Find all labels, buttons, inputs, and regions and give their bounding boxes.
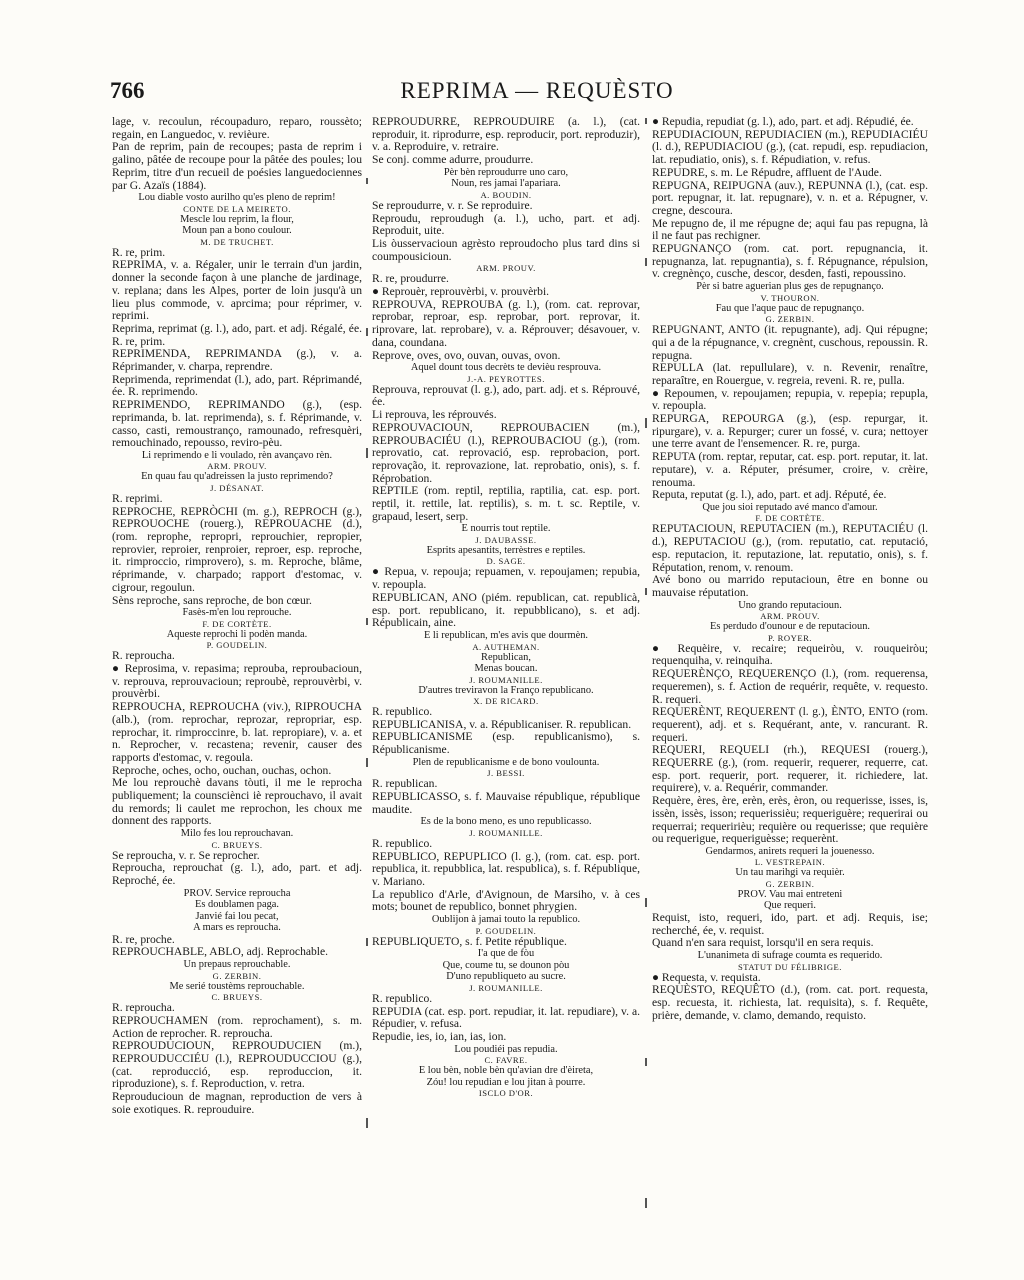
- dictionary-entry: Pan de reprim, pain de recoupes; pasta de reprim i galino, pâtée de recoupe pour la pâtée des poules; lou Reprim, titre d'un recueil de poésies languedociennes par G. Azaïs (1884).: [112, 140, 362, 192]
- dictionary-entry: REPUBLICASSO, s. f. Mauvaise république, république maudite.: [372, 790, 640, 816]
- quotation: I'a que de fòu: [477, 948, 535, 960]
- quotation: Lou diable vosto aurilho qu'es pleno de reprim!: [138, 192, 336, 204]
- dictionary-entry: REPROUCHAMEN (rom. reprochament), s. m. Action de reprocher. R. reproucha.: [112, 1013, 362, 1040]
- dictionary-entry: Requist, isto, requeri, ido, part. et adj. Requis, ise; recherché, ée, v. requist.: [652, 910, 928, 937]
- quotation: Me serié toustèms reprouchable.: [169, 980, 305, 992]
- dictionary-entry: REPUBLICAN, ANO (piém. republican, cat. republicà, esp. port. republicano, it. repubblicano), s. et adj. Républicain, aine.: [372, 590, 640, 630]
- dictionary-entry: ● Repudia, repudiat (g. l.), ado, part. et adj. Répudié, ée.: [652, 115, 914, 128]
- quotation: A mars es reproucha.: [193, 922, 281, 934]
- quote-source: J. DAUBASSE.: [475, 534, 537, 545]
- quote-source: F. DE CORTÈTE.: [755, 513, 825, 524]
- quote-source: CONTE DE LA MEIRETO.: [183, 203, 291, 214]
- dictionary-entry: REQUÈSTO, REQUÊTO (d.), (rom. cat. port. requesta, esp. recuesta, it. richiesta, lat. requisita), s. f. Requête, prière, demande, v. clamo, demando, requisto.: [652, 983, 928, 1022]
- page-header: [110, 78, 964, 108]
- dictionary-entry: Repudie, ies, io, ian, ias, ion.: [372, 1029, 507, 1043]
- dictionary-entry: REPURGA, REPOURGA (g.), (esp. repurgar, it. ripurgare), v. a. Repurger; curer un fossé, v. cura; nettoyer une terre avant de l'ensemencer. R. re, purga.: [652, 412, 928, 451]
- quote-source: STATUT DU FÉLIBRIGE.: [738, 961, 842, 972]
- dictionary-entry: Me repugno de, il me répugne de; aqui fau pas repugna, là il ne faut pas rechigner.: [652, 216, 928, 243]
- quotation: Fasès-m'en lou reprouche.: [182, 607, 292, 619]
- quotation: Que jou sioi reputado avé manco d'amour.: [702, 501, 878, 513]
- quote-source: X. DE RICARD.: [473, 696, 539, 706]
- quotation: D'autres treviravon la Franço republicano.: [418, 684, 594, 696]
- dictionary-entry: REPROUCHA, REPROUCHA (viv.), RIPROUCHA (alb.), (rom. reprochar, reprozar, repropriar, esp. reprochar, it. rimproccinre, b. lat. repropiare), v. a. et n. Reprocher, v. recastena; revenir, causer des rapports d'estomac, v. regoula.: [112, 700, 362, 764]
- dictionary-entry: REPUDIA (cat. esp. port. repudiar, it. lat. repudiare), v. a. Répudier, v. refusa.: [372, 1004, 640, 1031]
- dictionary-entry: Me lou reprouchè davans tòuti, il me le reprocha publiquement; la counsciènci iè reprouchavo, il avait du remords; li caulet me reprochon, les choux me donnent des rapports.: [112, 776, 362, 828]
- quote-source: ARM. PROUV.: [760, 611, 820, 622]
- dictionary-entry: R. republico.: [372, 991, 433, 1005]
- dictionary-entry: R. republican.: [372, 777, 438, 791]
- quotation: D'uno republiqueto au sucre.: [446, 971, 566, 983]
- dictionary-entry: REQUERÈNT, REQUERENT (l. g.), ÈNTO, ENTO (rom. requerent), adj. et s. Requérant, ante, v. rancurant. R. requeri.: [652, 705, 928, 744]
- quotation: Oublijon à jamai touto la republico.: [431, 914, 581, 926]
- quote-source: G. ZERBIN.: [765, 314, 815, 325]
- dictionary-entry: Sèns reproche, sans reproche, de bon cœur.: [112, 593, 312, 607]
- dictionary-entry: La republico d'Arle, d'Avignoun, de Marsiho, v. à ces mots; bounet de republico, bonnet phrygien.: [372, 887, 640, 914]
- quotation: Es de la bono meno, es uno republicasso.: [420, 816, 592, 828]
- quotation: En quau fau qu'adreissen la justo reprimendo?: [141, 471, 333, 483]
- dictionary-entry: REQUERÈNÇO, REQUERENÇO (l.), (rom. requerensa, requeremen), s. f. Action de requérir, requête, v. requesto. R. requeri.: [652, 667, 928, 706]
- dictionary-entry: ● Requèire, v. recaire; requeiròu, v. rouqueiròu; requenquiha, v. reinquiha.: [652, 641, 928, 668]
- quote-source: J. DÉSANAT.: [210, 482, 264, 493]
- quotation: Zóu! lou repudian e lou jitan à pourre.: [426, 1076, 586, 1088]
- dictionary-entry: R. re, proche.: [112, 932, 175, 946]
- quote-source: L. VESTREPAIN.: [754, 857, 826, 868]
- dictionary-entry: REPROCHE, REPRÒCHI (m. g.), REPROCH (g.), REPROUOCHE (rouerg.), REPROUACHE (d.), (rom. reprophe, repropri, reprouchier, repropier, reprovier, reproier, renproier, reproer, esp. reproche, it. rimproccio, rimprovero), s. m. Reproche, blâme, réprimande, v. charpado; rapport d'estomac, v. cigrour, regoulun.: [112, 504, 362, 594]
- dictionary-entry: REPULLA (lat. repullulare), v. n. Revenir, renaître, reparaître, en Rouergue, v. regreia, reveni. R. re, pulla.: [652, 361, 928, 387]
- quote-source: ARM. PROUV.: [207, 461, 267, 472]
- quotation: E nourris tout reptile.: [461, 523, 551, 535]
- quotation: Mescle lou reprim, la flour,: [180, 213, 294, 225]
- quote-source: J. BESSI.: [487, 768, 525, 779]
- quote-source: A. AUTHEMAN.: [472, 641, 540, 652]
- quote-source: J. ROUMANILLE.: [469, 674, 543, 685]
- quote-source: D. SAGE.: [486, 556, 526, 567]
- quotation: Noun, res jamai l'apariara.: [451, 178, 561, 190]
- dictionary-entry: REPUGNANÇO (rom. cat. port. repugnancia, it. repugnanza, lat. repugnantia), s. f. Répugnance, répulsion, v. cregnènço, cusche, descor, desden, fasti, repoussino.: [652, 242, 928, 281]
- dictionary-entry: REPROUDUCIOUN, REPROUDUCIEN (m.), REPROUDUCCIÉU (l.), REPROUDUCCIOU (g.), (cat. reproducció, esp. reproduccion, it. riproduzione), s. f. Reproduction, v. retra.: [112, 1039, 362, 1091]
- quotation: Gendarmos, anirets requeri la jouenesso.: [705, 845, 875, 857]
- quotation: Janvié fai lou pecat,: [195, 910, 279, 922]
- column-rule-left: [367, 118, 368, 1236]
- dictionary-entry: REPUBLIQUETO, s. f. Petite république.: [372, 934, 567, 948]
- dictionary-entry: REPRIMA, v. a. Régaler, unir le terrain d'un jardin, donner la seconde façon à une planche de jardinage, v. replana; dans les Alpes, porter de loin jusqu'à un lieu plus commode, v. aprcima; pour réprimer, v. reprimi.: [112, 258, 362, 323]
- quotation: Lou poudiéi pas repudia.: [454, 1043, 558, 1055]
- dictionary-entry: R. re, prim.: [112, 245, 166, 259]
- dictionary-entry: REPUTA (rom. reptar, reputar, cat. esp. port. reputar, it. lat. reputare), v. a. Réputer, présumer, croire, v. crèire, renouma.: [652, 450, 928, 489]
- column-left: [112, 116, 362, 1116]
- dictionary-entry: Reprouva, reprouvat (l. g.), ado, part. adj. et s. Réprouvé, ée.: [372, 382, 640, 409]
- column-right: [652, 116, 928, 1022]
- dictionary-entry: R. republico.: [372, 705, 433, 718]
- dictionary-entry: R. republico.: [372, 836, 433, 850]
- quotation: E li republican, m'es avis que dourmèn.: [423, 630, 589, 641]
- dictionary-entry: Se conj. comme adurre, proudurre.: [372, 153, 534, 167]
- quote-source: F. DE CORTÈTE.: [202, 618, 272, 629]
- quotation: Li reprimendo e li voulado, rèn avançavo rèn.: [141, 449, 333, 461]
- quote-source: C. FAVRE.: [484, 1055, 528, 1066]
- quotation: Republican,: [481, 651, 531, 663]
- quotation: E lou bèn, noble bèn qu'avian dre d'èireta,: [418, 1065, 594, 1077]
- dictionary-entry: REPTILE (rom. reptil, reptilia, raptilia, cat. esp. port. reptil, it. rettile, lat. reptilis), s. m. t. sc. Reptile, v. grapaud, lesert, serp.: [372, 484, 640, 523]
- quotation: Que, coume tu, se dounon pòu: [442, 959, 570, 971]
- dictionary-entry: Se reproucha, v. r. Se reprocher.: [112, 848, 260, 862]
- dictionary-entry: REPUBLICANISME (esp. republicanismo), s. Républicanisme.: [372, 730, 640, 757]
- dictionary-entry: lage, v. recoulun, récoupaduro, reparo, roussèto; regain, en Languedoc, v. revièure.: [112, 115, 362, 141]
- quotation: Un tau marihgi va requièr.: [735, 867, 845, 879]
- dictionary-entry: REPUDRE, s. m. Le Répudre, affluent de l'Aude.: [652, 165, 882, 179]
- quotation: Fau que l'aque pauc de repugnanço.: [715, 302, 865, 314]
- dictionary-entry: Reprimenda, reprimendat (l.), ado, part. Réprimandé, ée. R. reprimendo.: [112, 372, 362, 399]
- quote-source: P. GOUDELIN.: [475, 925, 537, 936]
- dictionary-entry: REPROUVA, REPROUBA (g. l.), (rom. cat. reprovar, reprobar, reproar, esp. reprobar, port. reprovar, it. riprovare, lat. reprobare), v. a. Réprouver; désavouer, v. dana, coundana.: [372, 297, 640, 349]
- dictionary-entry: Reprima, reprimat (g. l.), ado, part. et adj. Régalé, ée. R. re, prim.: [112, 321, 362, 348]
- column-middle: [372, 116, 640, 1098]
- dictionary-entry: REQUERI, REQUELI (rh.), REQUESI (rouerg.), REQUERRE (g.), (rom. requerir, requerer, requerre, cat. esp. port. requerir, port. requerer, it. richiedere, lat. requirere), v. a. Requérir, commander.: [652, 743, 928, 795]
- quote-source: J. ROUMANILLE.: [469, 827, 543, 838]
- dictionary-entry: ● Reprosima, v. repasima; reprouba, reproubacioun, v. reprouva, reprouvacioun; reproubè, reprouvèrbi, v. prouvèrbi.: [112, 662, 362, 701]
- dictionary-entry: REPROUDURRE, REPROUDUIRE (a. l.), (cat. reproduir, it. riprodurre, esp. reproducir, port. reproduzir), v. a. Reproduire, v. retraire.: [372, 115, 640, 154]
- quotation: Menas boucan.: [474, 663, 538, 674]
- quote-source: M. DE TRUCHET.: [200, 236, 274, 247]
- dictionary-entry: Requère, ères, ère, erèn, erès, èron, ou requerisse, isses, is, issèn, issès, isson; requerissièu; requeriguère; requerirai ou requerrai; requeririèu; requière ou requerisse; que requière ou requerigue, requeriguèsse; requerènt.: [652, 794, 928, 846]
- quotation: Es doublamen paga.: [195, 899, 279, 911]
- dictionary-entry: REPROUVACIOUN, REPROUBACIEN (m.), REPROUBACIÉU (l.), REPROUBACIOU (g.), (rom. reprovatio, cat. reprovació, esp. reprobacion, port. reprovação, it. reprovazione, lat. reprobatio, onis), s. f. Réprobation.: [372, 420, 640, 485]
- quotation: Aquel dount tous decrèts te devièu resprouva.: [410, 362, 602, 374]
- quotation: Que requeri.: [764, 900, 816, 912]
- dictionary-entry: Reproucha, reprouchat (g. l.), ado, part. et adj. Reproché, ée.: [112, 861, 362, 888]
- quote-source: V. THOURON.: [760, 292, 820, 303]
- quotation: Milo fes lou reprouchavan.: [180, 828, 294, 840]
- quotation: Pèr bèn reproudurre uno caro,: [443, 166, 569, 178]
- dictionary-entry: Avé bono ou marrido reputacioun, être en bonne ou mauvaise réputation.: [652, 573, 928, 599]
- quote-source: A. BOUDIN.: [480, 189, 532, 200]
- quotation: Aqueste reprochi li podèn manda.: [166, 628, 308, 640]
- quote-source: J.-A. PEYROTTES.: [467, 373, 545, 384]
- dictionary-entry: R. reprimi.: [112, 491, 163, 505]
- running-head: REPRIMA — REQUÈSTO: [400, 78, 674, 103]
- page-number: 766: [110, 78, 145, 103]
- dictionary-entry: Reprove, oves, ovo, ouvan, ouvas, ovon.: [372, 348, 561, 362]
- quote-source: P. ROYER.: [768, 632, 812, 643]
- dictionary-entry: R. reproucha.: [112, 649, 175, 663]
- quotation: PROV. Vau mai entreteni: [737, 888, 843, 900]
- quotation: Plen de republicanisme e de bono voulounta.: [412, 756, 600, 768]
- dictionary-entry: REPUTACIOUN, REPUTACIEN (m.), REPUTACIÉU (l. d.), REPUTACIOU (g.), (rom. reputatio, cat. reputació, esp. reputacion, it. reputazione, lat. reputatio, onis), s. f. Réputation, renom, v. renoum.: [652, 522, 928, 574]
- dictionary-entry: REPUGNA, REIPUGNA (auv.), REPUNNA (l.), (cat. esp. port. repugnar, it. lat. repugnare), v. n. et a. Répugner, v. cregne, descoura.: [652, 178, 928, 217]
- dictionary-entry: Lis òusservacioun agrèsto reproudocho plus tard dins si coumpousicioun.: [372, 236, 640, 263]
- column-rule-right: [646, 118, 647, 1236]
- dictionary-entry: Reprouducioun de magnan, reproduction de vers à soie exotiques. R. reprouduire.: [112, 1090, 362, 1116]
- dictionary-entry: Reproche, oches, ocho, ouchan, ouchas, ochon.: [112, 763, 332, 777]
- dictionary-entry: REPRIMENDA, REPRIMANDA (g.), v. a. Réprimander, v. charpa, reprendre.: [112, 347, 362, 374]
- quotation: Uno grando reputacioun.: [738, 599, 842, 611]
- dictionary-entry: ● Repoumen, v. repoujamen; repupia, v. repepia; repupla, v. repoupla.: [652, 386, 928, 413]
- dictionary-entry: ● Repua, v. repouja; repuamen, v. repoujamen; repubia, v. repoupla.: [372, 565, 640, 592]
- quotation: Moun pan a bono coulour.: [182, 225, 292, 237]
- dictionary-entry: REPUDIACIOUN, REPUDIACIEN (m.), REPUDIACIÉU (l. d.), REPUDIACIOU (g.), (cat. repudi, esp. repudiacion, lat. repudiatio, onis), s. f. Répudiation, v. refus.: [652, 127, 928, 167]
- dictionary-entry: Reputa, reputat (g. l.), ado, part. et adj. Réputé, ée.: [652, 488, 887, 502]
- quote-source: G. ZERBIN.: [212, 970, 262, 981]
- dictionary-entry: REPRIMENDO, REPRIMANDO (g.), (esp. reprimanda, b. lat. reprimenda), s. f. Réprimande, v. casso, casti, remoustranço, ramounado, refresquèri, remouchinado, repousso, reviro-pèu.: [112, 398, 362, 450]
- dictionary-entry: Se reproudurre, v. r. Se reproduire.: [372, 198, 533, 212]
- quote-source: P. GOUDELIN.: [206, 640, 268, 651]
- dictionary-entry: ● Reprouèr, reprouvèrbi, v. prouvèrbi.: [372, 285, 550, 299]
- quote-source: J. ROUMANILLE.: [469, 982, 543, 993]
- quote-source: C. BRUEYS.: [211, 839, 263, 850]
- dictionary-entry: REPROUCHABLE, ABLO, adj. Reprochable.: [112, 945, 329, 959]
- dictionary-entry: REPUBLICANISA, v. a. Républicaniser. R. republican.: [372, 717, 632, 731]
- dictionary-entry: ● Requesta, v. requista.: [652, 970, 761, 984]
- dictionary-entry: Reproudu, reproudugh (a. l.), ucho, part. et adj. Reproduit, uite.: [372, 211, 640, 238]
- quotation: Pèr si batre aguerian plus ges de repugnanço.: [696, 281, 884, 293]
- quote-source: ARM. PROUV.: [476, 263, 536, 274]
- quotation: Es perdudo d'ounour e de reputacioun.: [710, 621, 870, 633]
- quote-source: G. ZERBIN.: [765, 878, 815, 889]
- quote-source: ISCLO D'OR.: [478, 1088, 534, 1099]
- dictionary-entry: REPUGNANT, ANTO (it. repugnante), adj. Qui répugne; qui a de la répugnance, v. cregnènt, cuschous, repoussin. R. repugna.: [652, 323, 928, 362]
- dictionary-entry: REPUBLICO, REPUPLICO (l. g.), (rom. cat. esp. port. republica, it. repubblica, lat. respublica), s. f. République, v. Mariano.: [372, 849, 640, 889]
- quote-source: C. BRUEYS.: [211, 992, 263, 1003]
- dictionary-entry: R. re, proudurre.: [372, 272, 449, 286]
- dictionary-entry: Li reprouva, les réprouvés.: [372, 408, 497, 422]
- quotation: PROV. Service reproucha: [183, 887, 291, 899]
- dictionary-entry: Quand n'en sara requist, lorsqu'il en sera requis.: [652, 936, 874, 950]
- quotation: Un prepaus reprouchable.: [183, 959, 291, 971]
- dictionary-entry: R. reproucha.: [112, 1001, 175, 1015]
- quotation: L'unanimeta di sufrage coumta es requerido.: [697, 950, 883, 962]
- quotation: Esprits apesantits, terrèstres e reptiles.: [426, 544, 586, 556]
